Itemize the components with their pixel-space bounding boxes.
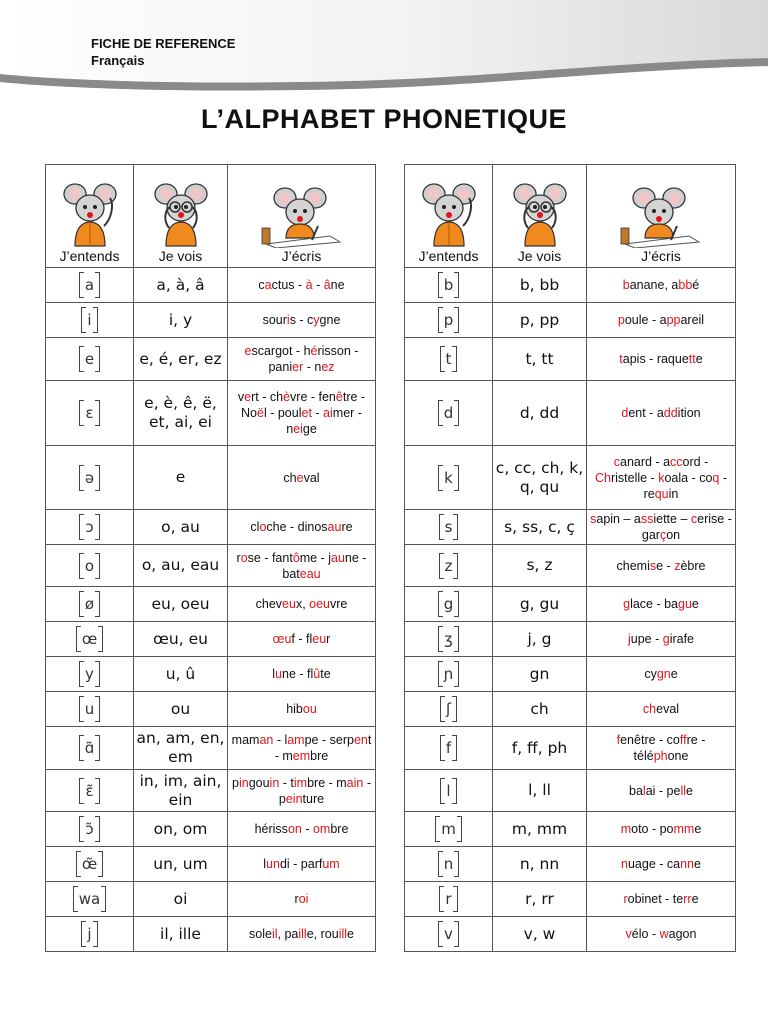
spelling-cell: c, cc, ch, k, q, qu: [493, 446, 587, 510]
phoneme-symbol: g: [438, 593, 460, 615]
highlighted-letters: z: [674, 558, 681, 573]
phoneme-symbol: m: [435, 818, 462, 840]
highlighted-letters: ein: [285, 791, 303, 806]
highlighted-letters: Ch: [594, 470, 611, 485]
highlighted-letters: il: [271, 927, 278, 941]
phoneme-symbol: o: [79, 555, 100, 577]
phoneme-cell: [405, 338, 493, 381]
highlighted-letters: ff: [679, 733, 687, 747]
example-words-cell: hibou: [228, 692, 376, 727]
highlighted-letters: è: [283, 390, 291, 404]
example-words-cell: cygne: [587, 657, 736, 692]
highlighted-letters: œu: [272, 632, 292, 646]
phoneme-symbol: s: [439, 516, 459, 538]
highlighted-letters: en: [353, 733, 368, 747]
phoneme-cell: [405, 446, 493, 510]
phoneme-symbol: ə: [79, 467, 100, 489]
spelling-cell: a, à, â: [134, 268, 228, 303]
phoneme-symbol: i: [81, 309, 97, 331]
spelling-cell: s, z: [493, 545, 587, 587]
highlighted-letters: nn: [680, 857, 695, 871]
phoneme-symbol: z: [439, 555, 459, 577]
phoneme-symbol: ʃ: [440, 698, 457, 720]
highlighted-letters: ê: [335, 390, 343, 404]
example-words-cell: poule - appareil: [587, 303, 736, 338]
table-row: [46, 812, 376, 847]
highlighted-letters: gn: [656, 667, 671, 681]
phoneme-symbol: v: [438, 923, 459, 945]
highlighted-letters: oi: [298, 892, 309, 906]
example-words-cell: roi: [228, 882, 376, 917]
mouse-writing-icon: [260, 182, 344, 248]
spelling-cell: s, ss, c, ç: [493, 510, 587, 545]
highlighted-letters: e: [296, 470, 304, 485]
highlighted-letters: tt: [688, 352, 696, 366]
spelling-cell: t, tt: [493, 338, 587, 381]
highlighted-letters: im: [293, 775, 308, 790]
spelling-cell: b, bb: [493, 268, 587, 303]
highlighted-letters: â: [323, 278, 331, 292]
highlighted-letters: au: [331, 550, 345, 565]
phoneme-symbol: d: [438, 402, 460, 424]
highlighted-letters: b: [622, 278, 630, 292]
highlighted-letters: d: [621, 406, 629, 420]
highlighted-letters: n: [621, 857, 628, 871]
table-row: [405, 510, 736, 545]
highlighted-letters: ai: [323, 406, 333, 420]
table-row: [46, 622, 376, 657]
highlighted-letters: ô: [292, 550, 300, 565]
highlighted-letters: rr: [683, 892, 692, 906]
highlighted-letters: in: [269, 775, 280, 790]
highlighted-letters: eu: [312, 632, 327, 646]
highlighted-letters: gu: [678, 597, 692, 611]
header-ecris-label: J’écris: [281, 248, 322, 264]
highlighted-letters: o: [240, 550, 248, 565]
phoneme-cell: [405, 381, 493, 446]
highlighted-letters: ss: [640, 512, 654, 526]
phoneme-symbol: ɑ̃: [79, 737, 101, 759]
table-row: [46, 338, 376, 381]
spelling-cell: n, nn: [493, 847, 587, 882]
phoneme-cell: [405, 268, 493, 303]
spelling-cell: e, é, er, ez: [134, 338, 228, 381]
highlighted-letters: em: [292, 749, 311, 763]
example-words-cell: nuage - canne: [587, 847, 736, 882]
phoneme-cell: [405, 770, 493, 812]
example-words-cell: canard - accord - Christelle - koala - coq - requin: [587, 446, 736, 510]
phoneme-cell: [405, 657, 493, 692]
highlighted-letters: g: [662, 632, 670, 646]
table-row: [405, 303, 736, 338]
highlighted-letters: v: [625, 927, 632, 941]
table-row: [46, 692, 376, 727]
spelling-cell: e: [134, 446, 228, 510]
highlighted-letters: w: [659, 927, 669, 941]
phoneme-cell: [405, 622, 493, 657]
phoneme-symbol: f: [440, 737, 457, 759]
table-row: [46, 587, 376, 622]
highlighted-letters: et: [301, 406, 312, 420]
spelling-cell: ch: [493, 692, 587, 727]
example-words-cell: jupe - girafe: [587, 622, 736, 657]
phoneme-cell: [46, 587, 134, 622]
table-row: [405, 692, 736, 727]
highlighted-letters: i: [286, 313, 290, 327]
example-words-cell: escargot - hérisson - panier - nez: [228, 338, 376, 381]
highlighted-letters: an: [259, 733, 274, 747]
spelling-cell: p, pp: [493, 303, 587, 338]
highlighted-letters: ill: [298, 927, 307, 941]
table-row: [46, 510, 376, 545]
header-vois: [134, 165, 228, 268]
highlighted-letters: c: [690, 512, 698, 526]
example-words-cell: rose - fantôme - jaune - bateau: [228, 545, 376, 587]
table-row: [405, 622, 736, 657]
table-row: [405, 545, 736, 587]
example-words-cell: cheveux, oeuvre: [228, 587, 376, 622]
phoneme-symbol: j: [81, 923, 97, 945]
highlighted-letters: au: [327, 520, 342, 534]
highlighted-letters: ain: [346, 775, 364, 790]
highlighted-letters: a: [264, 278, 272, 292]
highlighted-letters: ch: [642, 702, 657, 716]
spelling-cell: gn: [493, 657, 587, 692]
example-words-cell: cloche - dinosaure: [228, 510, 376, 545]
highlighted-letters: eau: [299, 566, 321, 581]
phoneme-symbol: n: [438, 853, 460, 875]
mouse-listening-icon: [60, 178, 120, 248]
example-words-cell: soleil, paille, rouille: [228, 917, 376, 952]
highlighted-letters: e: [244, 344, 252, 358]
example-words-cell: lune - flûte: [228, 657, 376, 692]
header-vois: [493, 165, 587, 268]
table-row: [46, 727, 376, 770]
phoneme-symbol: y: [79, 663, 100, 685]
highlighted-letters: ë: [257, 406, 264, 420]
phoneme-cell: [46, 545, 134, 587]
highlighted-letters: f: [616, 733, 621, 747]
example-words-cell: dent - addition: [587, 381, 736, 446]
highlighted-letters: m: [620, 822, 632, 836]
example-words-cell: cheval: [228, 446, 376, 510]
highlighted-letters: dd: [663, 406, 678, 420]
phoneme-cell: [46, 882, 134, 917]
phoneme-cell: [46, 446, 134, 510]
table-row: [46, 446, 376, 510]
highlighted-letters: ill: [338, 927, 348, 941]
table-row: [46, 882, 376, 917]
spelling-cell: d, dd: [493, 381, 587, 446]
phoneme-symbol: ø: [79, 593, 100, 615]
reference-header: [91, 35, 235, 69]
phoneme-cell: [46, 847, 134, 882]
highlighted-letters: pp: [666, 313, 681, 327]
spelling-cell: eu, oeu: [134, 587, 228, 622]
phoneme-cell: [405, 587, 493, 622]
header-vois-label: Je vois: [158, 248, 203, 264]
phoneme-cell: [46, 510, 134, 545]
highlighted-letters: oeu: [309, 597, 330, 611]
phoneme-symbol: t: [440, 348, 458, 370]
phoneme-symbol: l: [440, 780, 456, 802]
phoneme-cell: [405, 812, 493, 847]
spelling-cell: v, w: [493, 917, 587, 952]
phoneme-cell: [46, 812, 134, 847]
highlighted-letters: eu: [282, 597, 296, 611]
table-row: [46, 303, 376, 338]
highlighted-letters: ei: [293, 422, 303, 436]
spelling-cell: i, y: [134, 303, 228, 338]
phoneme-cell: [405, 917, 493, 952]
phoneme-symbol: e: [79, 348, 100, 370]
highlighted-letters: om: [312, 822, 331, 836]
phoneme-cell: [46, 338, 134, 381]
highlighted-letters: ou: [302, 702, 317, 716]
phoneme-symbol: p: [438, 309, 460, 331]
highlighted-letters: t: [619, 352, 623, 366]
highlighted-letters: p: [617, 313, 625, 327]
highlighted-letters: bb: [678, 278, 693, 292]
phoneme-cell: [405, 510, 493, 545]
table-row: [46, 545, 376, 587]
table-row: [46, 847, 376, 882]
spelling-cell: g, gu: [493, 587, 587, 622]
table-row: [405, 882, 736, 917]
phoneme-cell: [46, 303, 134, 338]
phoneme-cell: [405, 882, 493, 917]
highlighted-letters: à: [305, 278, 313, 292]
phoneme-cell: [405, 692, 493, 727]
table-row: [46, 917, 376, 952]
table-header-row: [46, 165, 376, 268]
example-words-cell: cactus - à - âne: [228, 268, 376, 303]
phoneme-cell: [46, 657, 134, 692]
table-row: [405, 847, 736, 882]
mouse-writing-icon: [619, 182, 703, 248]
spelling-cell: u, û: [134, 657, 228, 692]
header-entends-label: J’entends: [59, 248, 120, 264]
highlighted-letters: ç: [659, 528, 667, 542]
highlighted-letters: e: [244, 390, 252, 404]
header-ecris: [587, 165, 736, 268]
highlighted-letters: mm: [673, 822, 695, 836]
highlighted-letters: er: [292, 360, 304, 374]
highlighted-letters: cc: [670, 454, 683, 469]
highlighted-letters: r: [623, 892, 628, 906]
example-words-cell: cheval: [587, 692, 736, 727]
example-words-cell: chemise - zèbre: [587, 545, 736, 587]
mouse-seeing-icon: [510, 178, 570, 248]
spelling-cell: œu, eu: [134, 622, 228, 657]
highlighted-letters: o: [259, 520, 267, 534]
phoneme-symbol: a: [79, 274, 100, 296]
table-row: [405, 446, 736, 510]
phoneme-symbol: r: [439, 888, 457, 910]
table-row: [405, 268, 736, 303]
header-entends-label: J’entends: [418, 248, 479, 264]
table-row: [405, 587, 736, 622]
table-row: [405, 657, 736, 692]
phonetic-table-left: [45, 164, 376, 952]
highlighted-letters: q: [712, 470, 720, 485]
mouse-listening-icon: [419, 178, 479, 248]
phoneme-cell: [46, 268, 134, 303]
example-words-cell: pingouin - timbre - main - peinture: [228, 770, 376, 812]
example-words-cell: fenêtre - coffre - téléphone: [587, 727, 736, 770]
example-words-cell: lundi - parfum: [228, 847, 376, 882]
phoneme-symbol: wa: [73, 888, 106, 910]
highlighted-letters: am: [287, 733, 305, 747]
phoneme-symbol: ʒ: [438, 628, 459, 650]
phoneme-symbol: k: [438, 467, 459, 489]
phoneme-symbol: ɛ̃: [79, 780, 99, 802]
phoneme-cell: [46, 917, 134, 952]
spelling-cell: on, om: [134, 812, 228, 847]
spelling-cell: il, ille: [134, 917, 228, 952]
highlighted-letters: u: [275, 667, 283, 681]
page-title: L’ALPHABET PHONETIQUE: [200, 104, 568, 134]
table-row: [405, 727, 736, 770]
table-row: [46, 381, 376, 446]
phoneme-cell: [46, 727, 134, 770]
header-ecris: [228, 165, 376, 268]
table-row: [46, 657, 376, 692]
highlighted-letters: j: [627, 632, 631, 646]
example-words-cell: maman - lampe - serpent - membre: [228, 727, 376, 770]
highlighted-letters: um: [322, 857, 340, 871]
phoneme-cell: [46, 381, 134, 446]
example-words-cell: glace - bague: [587, 587, 736, 622]
phoneme-symbol: ɛ: [79, 402, 99, 424]
phoneme-symbol: ɔ̃: [79, 818, 99, 840]
example-words-cell: balai - pelle: [587, 770, 736, 812]
phoneme-cell: [46, 770, 134, 812]
highlighted-letters: c: [613, 454, 620, 469]
highlighted-letters: é: [310, 344, 318, 358]
phoneme-symbol: œ: [76, 628, 103, 650]
phoneme-cell: [405, 727, 493, 770]
example-words-cell: sapin – assiette – cerise - garçon: [587, 510, 736, 545]
table-row: [46, 770, 376, 812]
example-words-cell: tapis - raquette: [587, 338, 736, 381]
mouse-seeing-icon: [151, 178, 211, 248]
header-vois-label: Je vois: [517, 248, 562, 264]
table-row: [405, 381, 736, 446]
spelling-cell: r, rr: [493, 882, 587, 917]
example-words-cell: robinet - terre: [587, 882, 736, 917]
example-words-cell: souris - cygne: [228, 303, 376, 338]
spelling-cell: m, mm: [493, 812, 587, 847]
header-entends: [46, 165, 134, 268]
example-words-cell: œuf - fleur: [228, 622, 376, 657]
table-header-row: [405, 165, 736, 268]
spelling-cell: e, è, ê, ë, et, ai, ei: [134, 381, 228, 446]
table-row: [405, 812, 736, 847]
highlighted-letters: g: [623, 597, 631, 611]
example-words-cell: hérisson - ombre: [228, 812, 376, 847]
phoneme-cell: [405, 545, 493, 587]
highlighted-letters: un: [266, 857, 280, 871]
highlighted-letters: ll: [680, 783, 687, 798]
highlighted-letters: s: [590, 512, 597, 526]
highlighted-letters: k: [658, 470, 665, 485]
phoneme-cell: [46, 622, 134, 657]
spelling-cell: un, um: [134, 847, 228, 882]
table-row: [405, 338, 736, 381]
phoneme-cell: [405, 303, 493, 338]
highlighted-letters: û: [313, 667, 321, 681]
highlighted-letters: qu: [654, 486, 669, 501]
example-words-cell: moto - pomme: [587, 812, 736, 847]
header-line-1: FICHE DE REFERENCE: [91, 36, 236, 51]
highlighted-letters: y: [313, 313, 320, 327]
table-row: [405, 770, 736, 812]
phoneme-symbol: ɲ: [438, 663, 460, 685]
phonetic-table-right: [404, 164, 736, 952]
highlighted-letters: s: [649, 558, 657, 573]
phoneme-symbol: b: [438, 274, 460, 296]
example-words-cell: vert - chèvre - fenêtre - Noël - poulet - aimer - neige: [228, 381, 376, 446]
highlighted-letters: l: [642, 783, 646, 798]
header-entends: [405, 165, 493, 268]
spelling-cell: in, im, ain, ein: [134, 770, 228, 812]
spelling-cell: f, ff, ph: [493, 727, 587, 770]
spelling-cell: o, au, eau: [134, 545, 228, 587]
highlighted-letters: ph: [653, 749, 668, 763]
phoneme-symbol: u: [79, 698, 101, 720]
highlighted-letters: in: [238, 775, 249, 790]
example-words-cell: vélo - wagon: [587, 917, 736, 952]
example-words-cell: banane, abbé: [587, 268, 736, 303]
phoneme-cell: [405, 847, 493, 882]
highlighted-letters: ez: [321, 360, 335, 374]
spelling-cell: o, au: [134, 510, 228, 545]
spelling-cell: ou: [134, 692, 228, 727]
phoneme-symbol: œ̃: [76, 853, 103, 875]
highlighted-letters: on: [287, 822, 302, 836]
phoneme-symbol: ɔ: [79, 516, 99, 538]
spelling-cell: j, g: [493, 622, 587, 657]
spelling-cell: an, am, en, em: [134, 727, 228, 770]
table-row: [405, 917, 736, 952]
spelling-cell: l, ll: [493, 770, 587, 812]
header-ecris-label: J’écris: [641, 248, 681, 264]
header-line-2: Français: [91, 53, 145, 68]
table-row: [46, 268, 376, 303]
phoneme-cell: [46, 692, 134, 727]
spelling-cell: oi: [134, 882, 228, 917]
